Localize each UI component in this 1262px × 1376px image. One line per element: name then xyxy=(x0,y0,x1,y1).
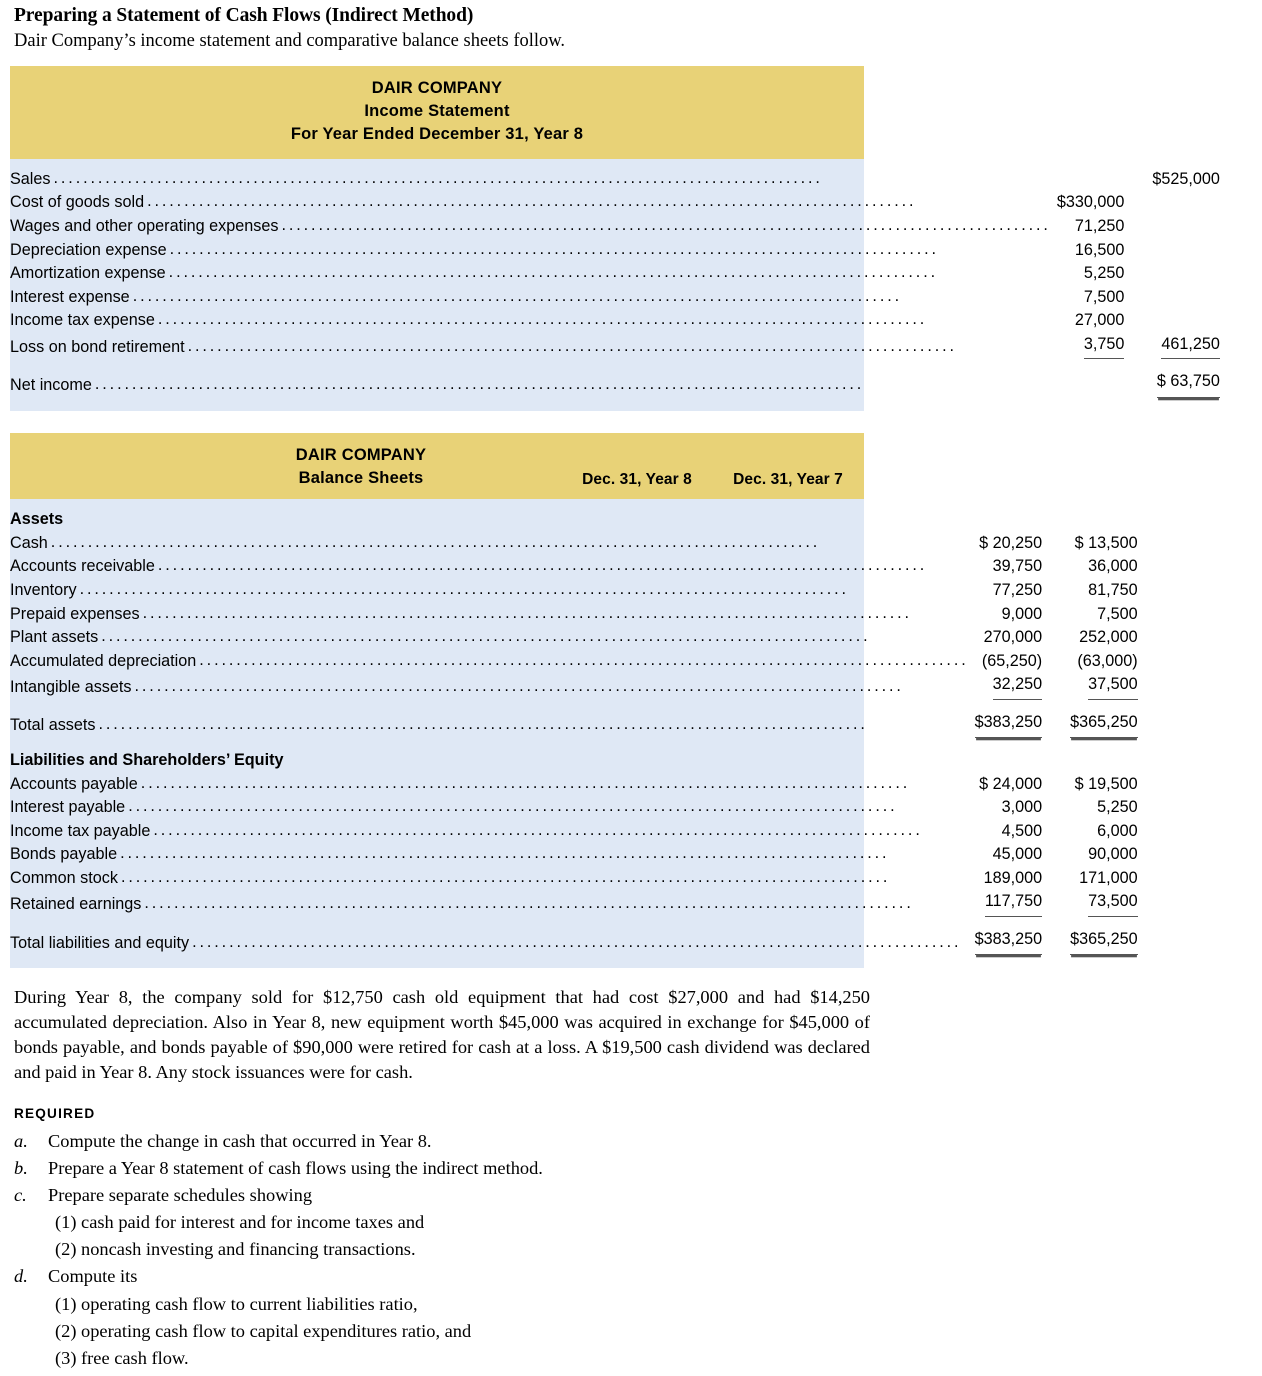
row-value-col2 xyxy=(1152,370,1262,397)
table-row xyxy=(10,626,1180,650)
column-header-year7: Dec. 31, Year 7 xyxy=(733,471,843,489)
list-subitem: (1) operating cash flow to current liabilities ratio, xyxy=(55,1293,418,1314)
balance-sheets-company: DAIR COMPANY xyxy=(295,445,427,464)
row-label-cell xyxy=(10,370,1057,397)
spacer-row xyxy=(10,359,1262,370)
balance-sheets-titles xyxy=(10,433,562,491)
row-value-col1: $ 24,000 xyxy=(979,774,1043,793)
list-item-text: Prepare separate schedules showing xyxy=(48,1185,313,1206)
list-item-text: Compute the change in cash that occurred in Year 8. xyxy=(48,1131,432,1152)
table-row xyxy=(10,333,1262,360)
row-label-cell xyxy=(10,262,1057,286)
row-value-underlined: 117,750 xyxy=(985,890,1042,917)
row-value-col2 xyxy=(1152,191,1262,215)
income-statement-header xyxy=(10,66,864,159)
row-label-cell xyxy=(10,333,1057,360)
income-statement-body xyxy=(10,159,1220,411)
narrative-paragraph: During Year 8, the company sold for $12,750 cash old equipment that had cost $27,000 and had $14,250 accumulated depreciation. Also in Year 8, new equipment worth $45,000 was acquired in exchange for $45,000 of bonds payable, and bonds payable of $90,000 were retired for cash at a loss. A $19,500 cash dividend was declared and paid in Year 8. Any stock issuances were for cash. xyxy=(14,987,870,1083)
required-list xyxy=(14,1128,874,1371)
table-row xyxy=(10,532,1180,556)
list-subitem: (2) noncash investing and financing transactions. xyxy=(55,1239,416,1260)
row-value-col1: 39,750 xyxy=(992,557,1043,576)
row-label: Prepaid expenses xyxy=(10,604,140,623)
row-label: Intangible assets xyxy=(10,678,132,697)
leader-dots xyxy=(169,261,1051,285)
leader-dots xyxy=(95,373,1051,397)
row-label: Plant assets xyxy=(10,628,99,647)
row-value-col2: 5,250 xyxy=(1097,798,1138,817)
table-row xyxy=(10,239,1262,263)
leader-dots xyxy=(192,931,969,955)
leader-dots xyxy=(170,238,1051,262)
income-statement-table xyxy=(10,168,1262,398)
row-label-cell xyxy=(10,579,975,603)
row-value-col1 xyxy=(975,673,1071,700)
list-item xyxy=(14,1263,874,1290)
row-label-cell xyxy=(10,796,975,820)
leader-dots xyxy=(144,892,968,916)
liabilities-section-title: Liabilities and Shareholders’ Equity xyxy=(10,751,284,770)
section-header-row xyxy=(10,749,1180,773)
row-label: Income tax payable xyxy=(10,821,151,840)
row-label: Total assets xyxy=(10,716,96,735)
leader-dots xyxy=(133,285,1051,309)
row-value-col1: 77,250 xyxy=(992,581,1043,600)
leader-dots xyxy=(135,675,969,699)
row-label-cell xyxy=(10,820,975,844)
row-value-double-underlined: $383,250 xyxy=(975,711,1043,738)
row-label: Net income xyxy=(10,375,92,394)
row-label: Inventory xyxy=(10,581,77,600)
row-label: Bonds payable xyxy=(10,845,118,864)
row-value-col2 xyxy=(1070,711,1180,738)
row-label: Loss on bond retirement xyxy=(10,337,185,356)
leader-dots xyxy=(147,190,1051,214)
row-value-col1 xyxy=(975,711,1071,738)
row-value-col1 xyxy=(1057,168,1153,192)
list-item-marker: a. xyxy=(14,1131,28,1152)
table-row xyxy=(10,673,1180,700)
document-page xyxy=(0,5,1220,1376)
row-label: Wages and other operating expenses xyxy=(10,216,279,235)
row-value-col2: 90,000 xyxy=(1088,845,1138,864)
row-label-cell xyxy=(10,215,1057,239)
leader-dots xyxy=(51,531,969,555)
balance-sheets-exhibit xyxy=(10,433,1138,969)
leader-dots xyxy=(54,167,1051,191)
leader-dots xyxy=(101,625,968,649)
row-value-col2: 7,500 xyxy=(1097,604,1138,623)
row-value-col1: $330,000 xyxy=(1056,193,1125,212)
table-row xyxy=(10,191,1262,215)
row-value-underlined: 32,250 xyxy=(993,673,1043,700)
row-label-cell xyxy=(10,191,1057,215)
row-value-col1: 5,250 xyxy=(1083,264,1125,283)
income-statement-period: For Year Ended December 31, Year 8 xyxy=(290,125,584,144)
row-value-col1: 45,000 xyxy=(992,845,1043,864)
row-value-col2: 6,000 xyxy=(1097,821,1138,840)
row-label: Income tax expense xyxy=(10,311,155,330)
section-header-row xyxy=(10,508,1180,532)
table-row xyxy=(10,215,1262,239)
row-value-col2: $ 19,500 xyxy=(1074,774,1138,793)
table-row xyxy=(10,820,1180,844)
table-row xyxy=(10,650,1180,674)
leader-dots xyxy=(98,713,968,737)
row-value-col2: $525,000 xyxy=(1152,169,1220,188)
page-title: Preparing a Statement of Cash Flows (Indirect Method) xyxy=(14,5,474,26)
leader-dots xyxy=(153,819,968,843)
row-value-col2 xyxy=(1152,262,1262,286)
table-row xyxy=(10,555,1180,579)
row-value-col1: 71,250 xyxy=(1074,216,1125,235)
table-row xyxy=(10,262,1262,286)
balance-sheets-header xyxy=(10,433,864,500)
row-label: Sales xyxy=(10,169,51,188)
table-row-total xyxy=(10,370,1262,397)
list-item-marker: c. xyxy=(14,1185,27,1206)
row-value-col1: (65,250) xyxy=(981,651,1043,670)
row-label: Cash xyxy=(10,533,48,552)
row-label-cell xyxy=(10,650,975,674)
balance-sheets-body xyxy=(10,499,1138,968)
row-label-cell xyxy=(10,928,975,955)
list-subitem: (3) free cash flow. xyxy=(55,1347,189,1368)
row-value-double-underlined: $ 63,750 xyxy=(1157,370,1220,397)
income-statement-name: Income Statement xyxy=(364,102,510,121)
row-value-col2 xyxy=(1152,239,1262,263)
list-subitem: (2) operating cash flow to capital expenditures ratio, and xyxy=(55,1320,472,1341)
row-label-cell xyxy=(10,239,1057,263)
leader-dots xyxy=(121,866,969,890)
row-label-cell xyxy=(10,711,975,738)
row-value-double-underlined: $365,250 xyxy=(1070,928,1138,955)
row-value-col2 xyxy=(1152,333,1262,360)
row-label: Accounts receivable xyxy=(10,557,155,576)
row-value-col1 xyxy=(975,928,1071,955)
table-row xyxy=(10,890,1180,917)
row-label-cell xyxy=(10,168,1057,192)
page-subtitle: Dair Company’s income statement and comparative balance sheets follow. xyxy=(14,31,566,52)
list-item-text: Compute its xyxy=(48,1266,138,1287)
row-label: Amortization expense xyxy=(10,264,166,283)
row-label: Total liabilities and equity xyxy=(10,933,190,952)
row-value-col2: 36,000 xyxy=(1088,557,1138,576)
row-value-col2 xyxy=(1152,309,1262,333)
table-row xyxy=(10,579,1180,603)
row-label-cell xyxy=(10,890,975,917)
list-item-marker: d. xyxy=(14,1266,28,1287)
row-value-underlined: 3,750 xyxy=(1084,333,1125,360)
income-statement-company: DAIR COMPANY xyxy=(371,78,503,97)
row-value-col2: 171,000 xyxy=(1079,868,1138,887)
leader-dots xyxy=(199,649,968,673)
row-value-col1: 16,500 xyxy=(1074,240,1125,259)
table-row xyxy=(10,843,1180,867)
row-label: Interest payable xyxy=(10,798,126,817)
spacer-row xyxy=(10,917,1180,928)
row-label: Common stock xyxy=(10,868,118,887)
table-row-total xyxy=(10,711,1180,738)
row-label-cell xyxy=(10,626,975,650)
row-value-col1: 27,000 xyxy=(1074,311,1125,330)
row-value-col1 xyxy=(1057,370,1153,397)
leader-dots xyxy=(281,214,1050,238)
row-value-col1: 189,000 xyxy=(983,868,1043,887)
row-label: Interest expense xyxy=(10,287,130,306)
row-label-cell xyxy=(10,532,975,556)
row-label-cell xyxy=(10,773,975,797)
leader-dots xyxy=(158,554,969,578)
table-row xyxy=(10,773,1180,797)
row-value-col1: 270,000 xyxy=(983,628,1043,647)
row-value-underlined: 461,250 xyxy=(1161,333,1220,360)
row-value-col1: $ 20,250 xyxy=(979,533,1043,552)
income-statement-exhibit xyxy=(10,66,1220,411)
row-label-cell xyxy=(10,673,975,700)
list-item-marker: b. xyxy=(14,1158,28,1179)
table-row xyxy=(10,796,1180,820)
table-row xyxy=(10,603,1180,627)
list-item xyxy=(14,1182,874,1209)
leader-dots xyxy=(188,335,1051,359)
list-item xyxy=(14,1128,874,1155)
table-row xyxy=(10,286,1262,310)
row-value-col1: 9,000 xyxy=(1001,604,1043,623)
row-value-col2 xyxy=(1152,215,1262,239)
leader-dots xyxy=(143,602,969,626)
row-label: Accounts payable xyxy=(10,774,138,793)
row-value-col1: 3,000 xyxy=(1001,798,1043,817)
row-value-col2: $ 13,500 xyxy=(1074,533,1138,552)
leader-dots xyxy=(120,842,969,866)
list-item xyxy=(14,1155,874,1182)
table-row xyxy=(10,867,1180,891)
row-value-col2: (63,000) xyxy=(1077,651,1138,670)
table-row xyxy=(10,168,1262,192)
spacer-row xyxy=(10,738,1180,749)
spacer-row xyxy=(10,700,1180,711)
row-label-cell xyxy=(10,867,975,891)
balance-sheets-table xyxy=(10,508,1180,955)
row-label-cell xyxy=(10,555,975,579)
row-value-col2 xyxy=(1070,928,1180,955)
leader-dots xyxy=(158,308,1051,332)
column-header-year8: Dec. 31, Year 8 xyxy=(582,471,692,489)
row-label: Accumulated depreciation xyxy=(10,651,197,670)
row-value-col1 xyxy=(975,890,1071,917)
row-value-underlined: 37,500 xyxy=(1088,673,1138,700)
list-item-text: Prepare a Year 8 statement of cash flows using the indirect method. xyxy=(48,1158,543,1179)
table-row-total xyxy=(10,928,1180,955)
leader-dots xyxy=(80,578,969,602)
row-value-col2: 252,000 xyxy=(1079,628,1138,647)
row-value-col2 xyxy=(1152,286,1262,310)
row-label-cell xyxy=(10,286,1057,310)
list-subitem: (1) cash paid for interest and for income taxes and xyxy=(55,1212,425,1233)
assets-section-title: Assets xyxy=(10,510,64,529)
leader-dots xyxy=(128,795,968,819)
balance-sheets-name: Balance Sheets xyxy=(298,468,424,487)
row-label: Cost of goods sold xyxy=(10,193,145,212)
row-value-col1 xyxy=(1057,333,1153,360)
row-value-col2 xyxy=(1070,890,1180,917)
table-row xyxy=(10,309,1262,333)
required-heading: REQUIRED xyxy=(14,1106,96,1122)
row-label: Depreciation expense xyxy=(10,240,167,259)
row-label: Retained earnings xyxy=(10,895,142,914)
row-value-underlined: 73,500 xyxy=(1088,890,1138,917)
row-label-cell xyxy=(10,843,975,867)
leader-dots xyxy=(141,772,969,796)
row-label-cell xyxy=(10,309,1057,333)
row-value-col1: 4,500 xyxy=(1001,821,1043,840)
row-value-double-underlined: $365,250 xyxy=(1070,711,1138,738)
row-value-col2 xyxy=(1070,673,1180,700)
row-value-col1: 7,500 xyxy=(1083,287,1125,306)
row-value-double-underlined: $383,250 xyxy=(975,928,1043,955)
row-label-cell xyxy=(10,603,975,627)
row-value-col2: 81,750 xyxy=(1088,581,1138,600)
